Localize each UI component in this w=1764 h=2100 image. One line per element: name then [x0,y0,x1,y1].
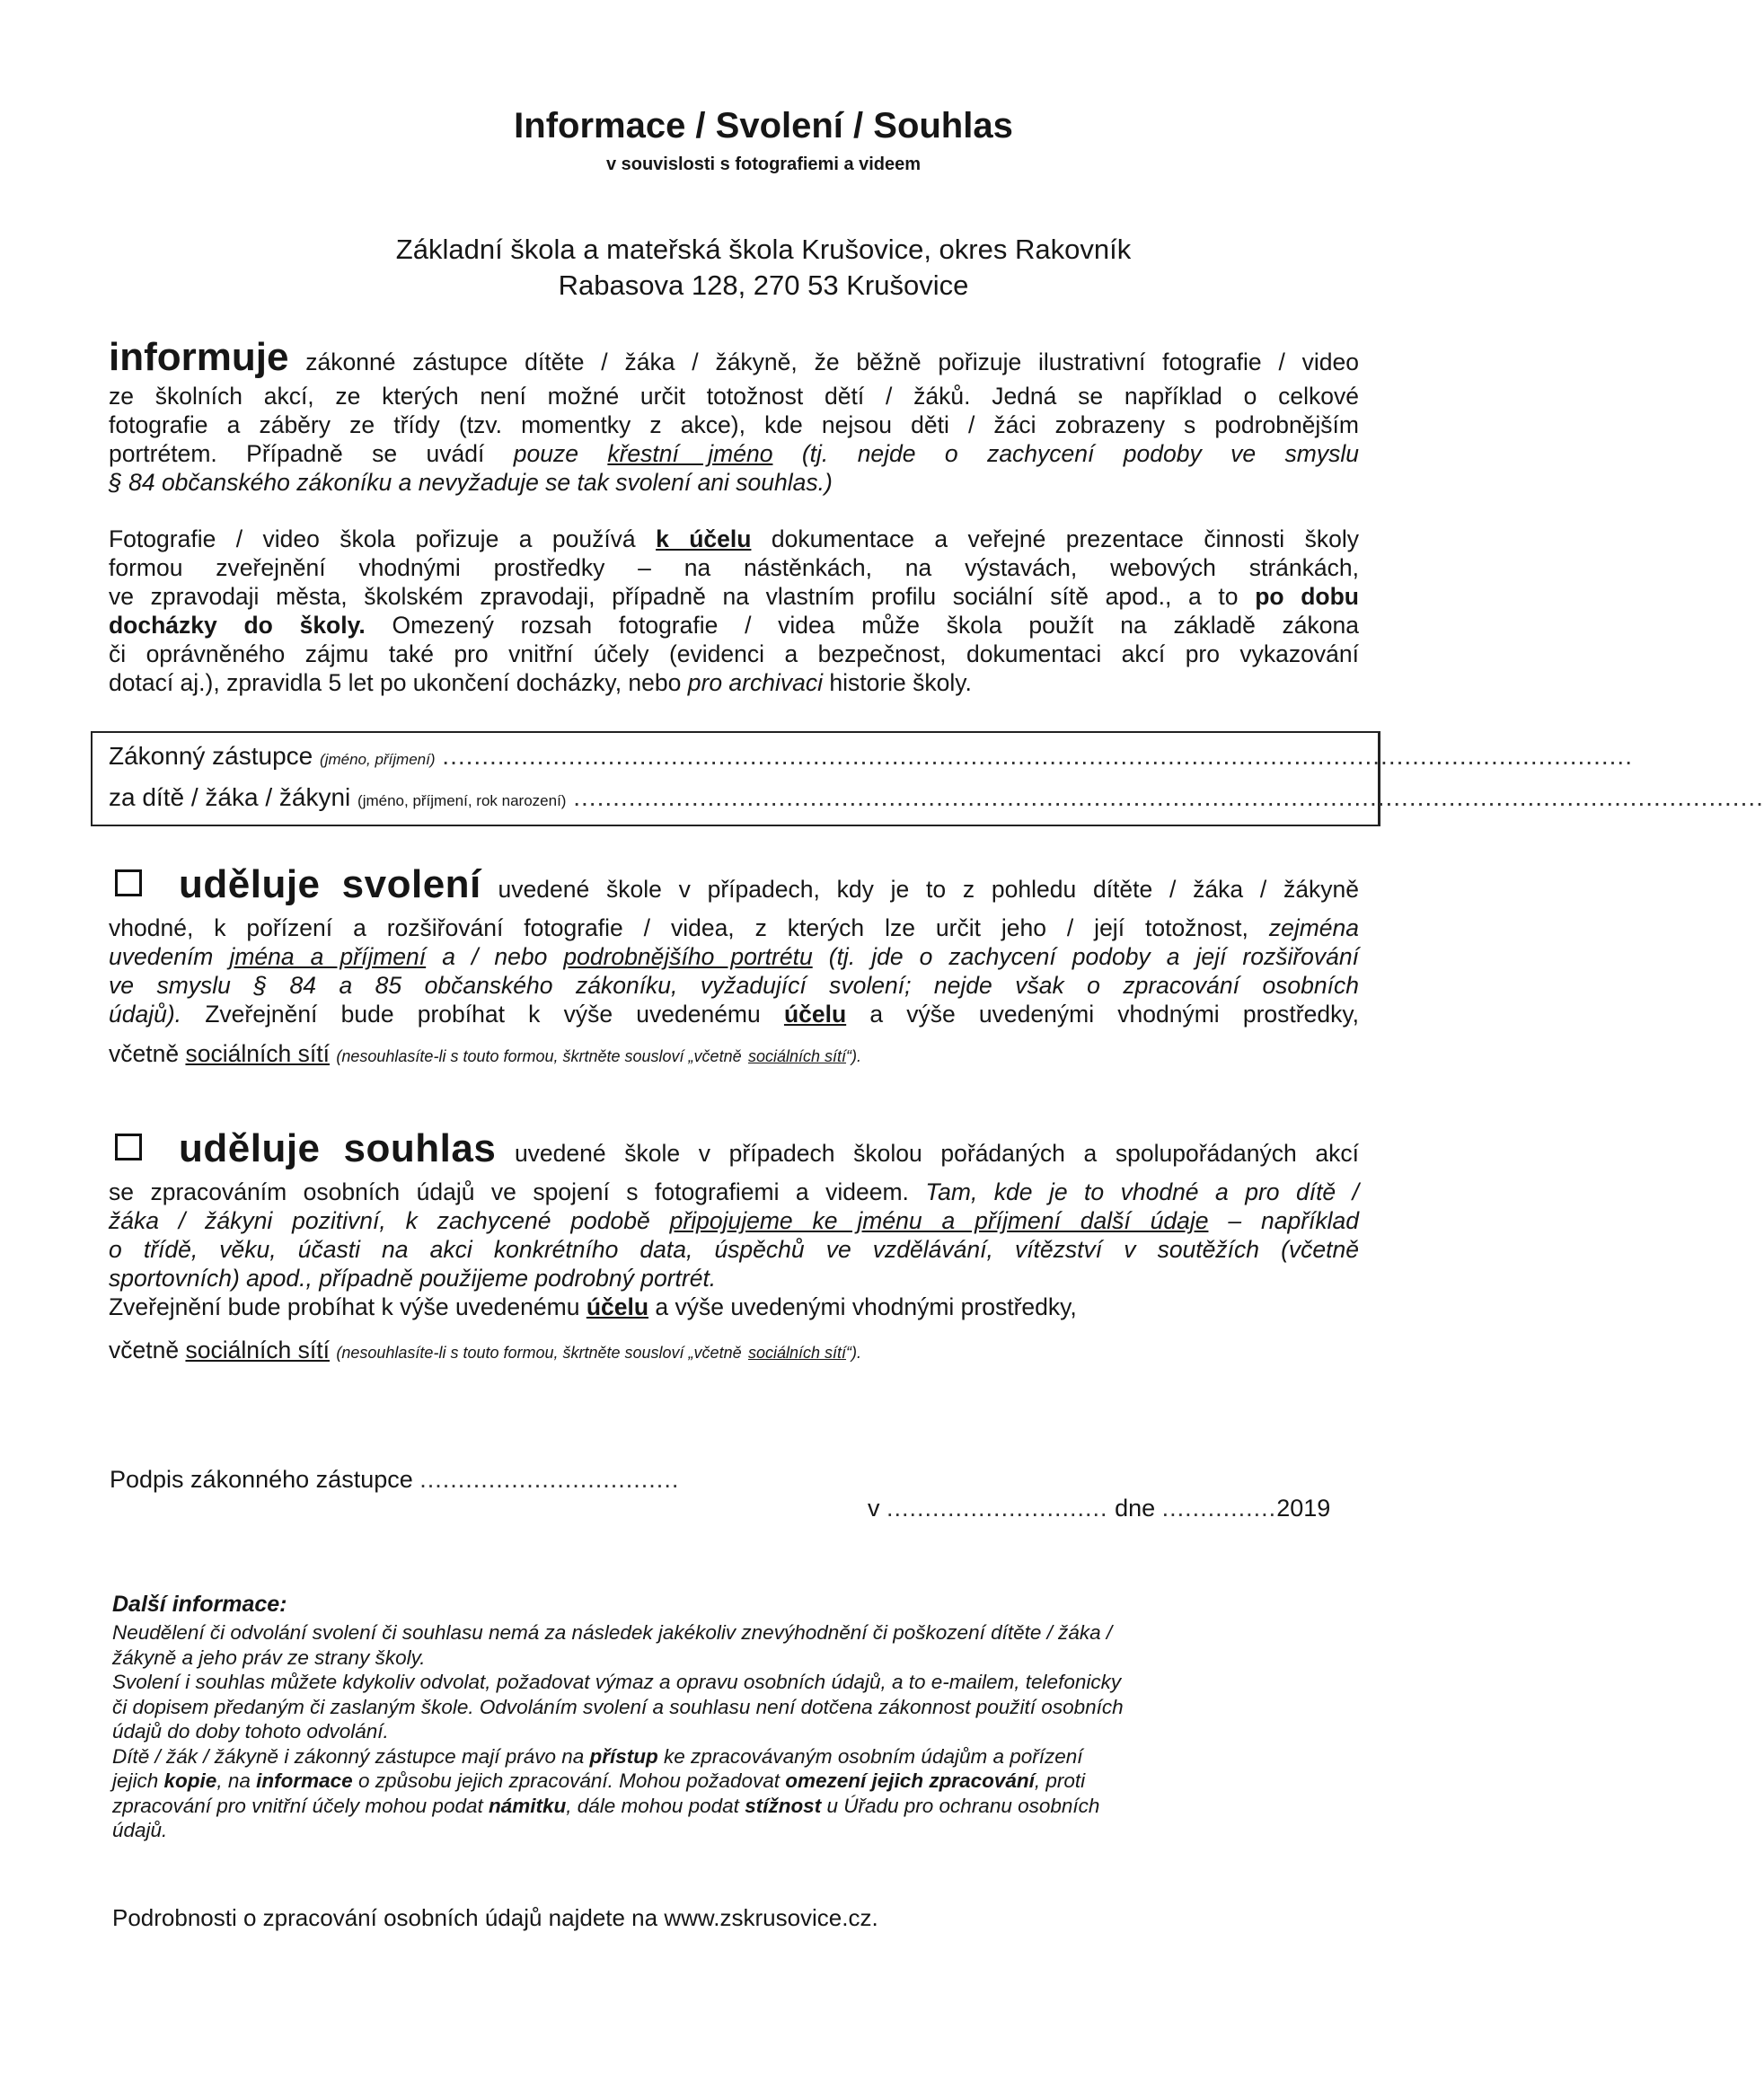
date-field[interactable]: ............... [1161,1495,1277,1522]
permission-line-1 [109,860,1359,913]
more-information: informace [256,1769,353,1792]
purpose-line-6 [109,668,1359,697]
date-year: 2019 [1276,1495,1331,1522]
purpose-line-2: formou zveřejnění vhodnými prostředky – na nástěnkách, na výstavách, webových stránkách, [109,554,1359,581]
consent-line-4: o třídě, věku, účasti na akci konkrétního data, úspěchů ve vzdělávání, vítězství v soutěžích (včetně [109,1236,1359,1263]
permission-text-6a: včetně [109,1040,180,1067]
place-date-row [868,1495,1330,1522]
purpose-text-6c: historie školy. [829,669,972,696]
more-text-7a: jejich [112,1769,159,1792]
permission-line-3 [109,942,1359,971]
permission-social[interactable]: sociálních sítí [185,1040,330,1067]
permission-note-social: sociálních sítí [747,1047,847,1065]
permission-text-2b: zejména [1268,914,1359,941]
more-objection: námitku [489,1794,567,1817]
permission-line-4: ve smyslu § 84 a 85 občanského zákoníku, vyžadující svolení; nejde však o zpracování osobních [109,972,1359,999]
child-label: za dítě / žáka / žákyni [109,783,351,811]
more-info-title: Další informace: [112,1592,287,1617]
place-prefix: v [868,1495,880,1522]
more-copy: kopie [163,1769,217,1792]
permission-text-5a: údajů). [109,1001,182,1028]
intro-line-1 [109,335,1359,382]
permission-portrait: podrobnějšího portrétu [563,943,813,970]
more-text-7c: , na [216,1769,251,1792]
permission-text-3e: (tj. jde o zachycení podoby a její rozšiřování [828,943,1359,970]
permission-purpose: účelu [783,1001,847,1028]
permission-text-5b: Zveřejnění bude probíhat k výše uvedenému [205,1001,761,1028]
consent-line-2 [109,1178,1359,1206]
guardian-hint: (jméno, příjmení) [320,751,436,768]
consent-line-3 [109,1206,1359,1235]
school-address: Rabasova 128, 270 53 Krušovice [558,269,969,301]
purpose-duration-2: docházky do školy. [109,612,366,639]
purpose-purpose-word: k účelu [656,525,752,552]
intro-line-2: ze školních akcí, ze kterých není možné určit totožnost dětí / žáků. Jedná se například o celkové [109,383,1359,410]
consent-line-7 [109,1336,1359,1367]
consent-section [109,1125,1359,1367]
more-text-7g: , proti [1034,1769,1086,1792]
consent-text-2a: se zpracováním osobních údajů ve spojení s fotografiemi a videem. [109,1178,909,1205]
school-name: Základní škola a mateřská škola Krušovice, okres Rakovník [395,234,1132,265]
more-line-7 [112,1769,1361,1794]
purpose-text-4b: Omezený rozsah fotografie / videa může škola použít na základě zákona [392,612,1359,639]
purpose-line-4 [109,611,1359,640]
consent-text-7a: včetně [109,1337,180,1363]
document-subtitle: v souvislosti s fotografiemi a videem [605,154,922,174]
school-block [0,232,1527,304]
consent-line-1 [109,1125,1359,1178]
permission-name: jména a příjmení [229,943,427,970]
consent-purpose: účelu [586,1293,649,1320]
purpose-text-1a: Fotografie / video škola pořizuje a používá [109,525,636,552]
intro-first-name: křestní jméno [607,440,773,467]
intro-lead-word: informuje [109,335,289,379]
consent-text-6a: Zveřejnění bude probíhat k výše uvedenému [109,1293,580,1320]
purpose-paragraph [109,525,1359,697]
more-access: přístup [589,1744,658,1768]
more-line-2: žákyně a jeho práv ze strany školy. [112,1646,426,1669]
child-dots: ....................................................................................................................................................... [573,783,1764,811]
consent-text-3c: – například [1228,1207,1360,1234]
intro-line-4 [109,439,1359,468]
document-title: Informace / Svolení / Souhlas [514,106,1013,146]
more-text-8e: u Úřadu pro ochranu osobních [826,1794,1100,1817]
more-line-5: údajů do doby tohoto odvolání. [112,1720,389,1743]
consent-social[interactable]: sociálních sítí [185,1337,330,1363]
intro-line-5: § 84 občanského zákoníku a nevyžaduje se tak svolení ani souhlas.) [109,469,833,496]
guardian-dots: ....................................................................................................................................................... [442,742,1633,770]
more-text-7e: o způsobu jejich zpracování. Mohou požadovat [357,1769,780,1792]
guardian-row[interactable] [109,742,1633,771]
more-line-6 [112,1744,1361,1769]
purpose-line-5: či oprávněného zájmu také pro vnitřní účely (evidenci a bezpečnost, dokumentaci akcí pro vykazování [109,640,1359,667]
child-hint: (jméno, příjmení, rok narození) [357,792,567,809]
permission-line-2 [109,913,1359,942]
signature-label: Podpis zákonného zástupce [110,1466,413,1493]
permission-text-2a: vhodné, k pořízení a rozšiřování fotografie / videa, z kterých lze určit jeho / její totožnost, [109,914,1248,941]
permission-section [109,860,1359,1071]
permission-text-3c: a / nebo [442,943,548,970]
intro-text-4d: (tj. nejde o zachycení podoby ve smyslu [801,440,1359,467]
guardian-form-box [91,731,1764,826]
purpose-archive: pro archivaci [687,669,823,696]
more-text-8a: zpracování pro vnitřní účely mohou podat [112,1794,483,1817]
purpose-duration-1: po dobu [1255,583,1359,610]
intro-text-4b: pouze [513,440,578,467]
consent-note: (nesouhlasíte-li s touto formou, škrtněte sousloví „včetně [336,1344,742,1362]
more-line-9: údajů. [112,1819,168,1841]
consent-note-social: sociálních sítí [747,1344,847,1362]
child-row[interactable] [109,783,1764,812]
permission-text-3a: uvedením [109,943,214,970]
signature-field[interactable]: .................................. [419,1466,680,1493]
intro-line-3: fotografie a záběry ze třídy (tzv. momentky z akce), kde nejsou děti / žáci zobrazeny s podrobnějším [109,411,1359,438]
purpose-text-3a: ve zpravodaji města, školském zpravodaji, případně na vlastním profilu sociální sítě apod., a to [109,583,1239,610]
consent-text-2b: Tam, kde je to vhodné a pro dítě / [925,1178,1359,1205]
footer-note: Podrobnosti o zpracování osobních údajů najdete na www.zskrusovice.cz. [112,1904,878,1931]
consent-heading: uděluje souhlas [179,1126,497,1170]
permission-text-5d: a výše uvedenými vhodnými prostředky, [869,1001,1359,1028]
more-text-8c: , dále mohou podat [566,1794,739,1817]
date-label: dne [1115,1495,1156,1522]
consent-line-5: sportovních) apod., případně použijeme podrobný portrét. [109,1265,717,1292]
permission-text-1: uvedené škole v případech, kdy je to z pohledu dítěte / žáka / žákyně [498,876,1359,903]
consent-text-1: uvedené škole v případech školou pořádaných a spolupořádaných akcí [514,1140,1359,1167]
more-line-4: či dopisem předaným či zaslaným škole. Odvoláním svolení a souhlasu není dotčena zákonnost použití osobních [112,1695,1124,1718]
permission-line-6 [109,1039,1359,1071]
purpose-line-1 [109,525,1359,553]
more-line-1: Neudělení či odvolání svolení či souhlasu nemá za následek jakékoliv znevýhodnění či poškození dítěte / žáka / [112,1621,1113,1644]
permission-note: (nesouhlasíte-li s touto formou, škrtněte sousloví „včetně [336,1047,742,1065]
consent-extra-data: připojujeme ke jménu a příjmení další údaje [669,1207,1209,1234]
consent-note-end: “). [846,1344,862,1362]
permission-heading: uděluje svolení [179,862,481,906]
intro-text-4a: portrétem. Případně se uvádí [109,440,485,467]
intro-paragraph [109,335,1359,497]
more-text-6c: ke zpracovávaným osobním údajům a pořízení [664,1744,1083,1768]
purpose-text-6a: dotací aj.), zpravidla 5 let po ukončení docházky, nebo [109,669,682,696]
consent-text-6c: a výše uvedenými vhodnými prostředky, [655,1293,1077,1320]
consent-text-3a: žáka / žákyni pozitivní, k zachycené podobě [109,1207,650,1234]
consent-line-6 [109,1293,1359,1321]
intro-text-1: zákonné zástupce dítěte / žáka / žákyně, že běžně pořizuje ilustrativní fotografie / video [305,349,1359,375]
purpose-line-3 [109,582,1359,611]
more-complaint: stížnost [745,1794,822,1817]
place-field[interactable]: ............................. [886,1495,1108,1522]
more-line-3: Svolení i souhlas můžete kdykoliv odvolat, požadovat výmaz a opravu osobních údajů, a to e-mailem, telefonicky [112,1671,1122,1693]
permission-line-5 [109,1000,1359,1028]
purpose-text-1c: dokumentace a veřejné prezentace činnosti školy [771,525,1359,552]
more-info-paragraph [112,1620,1361,1843]
guardian-label: Zákonný zástupce [109,742,313,770]
more-text-6a: Dítě / žák / žákyně i zákonný zástupce mají právo na [112,1744,585,1768]
signature-row [110,1466,679,1494]
permission-note-end: “). [846,1047,862,1065]
more-restriction: omezení jejich zpracování [785,1769,1035,1792]
more-line-8 [112,1794,1361,1819]
